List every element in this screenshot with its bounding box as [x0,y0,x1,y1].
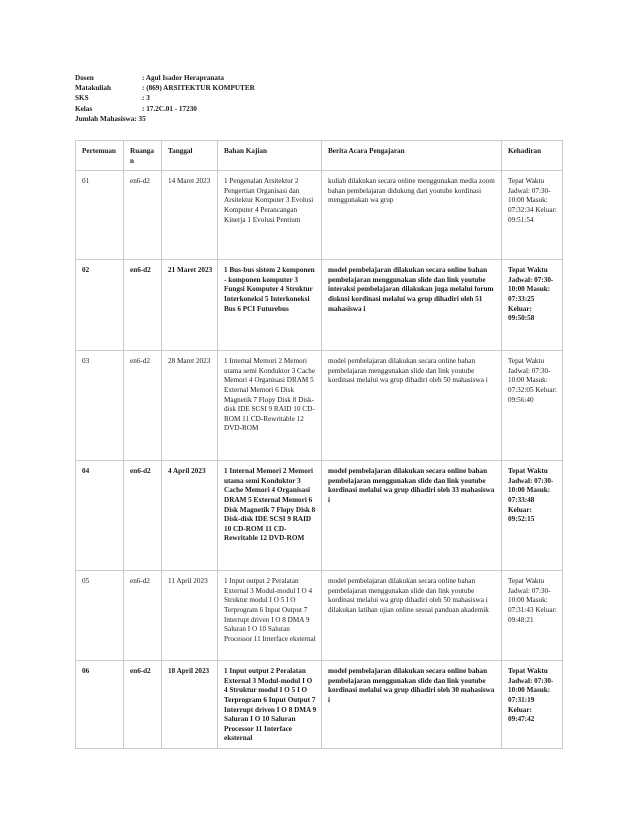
cell-ruangan: en6-d2 [124,260,162,351]
cell-tanggal: 14 Maret 2023 [162,171,218,260]
cell-ruangan: en6-d2 [124,461,162,571]
header-row-jumlah-mahasiswa [75,114,255,124]
cell-ruangan: en6-d2 [124,571,162,661]
header-label: Matakuliah [75,84,111,93]
cell-bahan-kajian: 1 Internal Memori 2 Memori utama semi Konduktor 3 Cache Memori 4 Organisasi DRAM 5 External Memori 6 Disk Magnetik 7 Flopy Disk 8 Disk-disk IDE SCSI 9 RAID 10 CD-ROM 11 CD-Rewritable 12 DVD-ROM [218,461,322,571]
cell-bahan-kajian: 1 Input output 2 Peralatan External 3 Modul-modul I O 4 Struktur modul I O 5 I O Terprogram 6 Input Output 7 Interrupt driven I O 8 DMA 9 Saluran I O 10 Saluran Processor 11 Interface eksternal [218,571,322,661]
cell-pertemuan: 04 [76,461,124,571]
cell-pertemuan: 06 [76,661,124,749]
cell-tanggal: 21 Maret 2023 [162,260,218,351]
column-header-tanggal: Tanggal [162,141,218,171]
header-row-sks [75,93,255,103]
cell-tanggal: 4 April 2023 [162,461,218,571]
table-row [76,661,563,749]
header-value: : Agul Isador Herapranata [142,74,224,82]
table-row [76,260,563,351]
cell-kehadiran: Tepat Waktu Jadwal: 07:30-10:00 Masuk: 07:33:25 Keluar: 09:50:58 [502,260,563,351]
header-value: : 3 [142,94,150,103]
cell-berita-acara: kuliah dilakukan secara online menggunakan media zoom bahan pembelajaran didukung dari youtube kordinasi menggunakan wa grup [322,171,502,260]
cell-kehadiran: Tepat Waktu Jadwal: 07:30-10:00 Masuk: 07:32:34 Keluar: 09:51:54 [502,171,563,260]
column-header-ruangan: Ruangan [124,141,162,171]
attendance-table [75,140,563,749]
cell-berita-acara: model pembelajaran dilakukan secara online bahan pembelajaran menggunakan slide dan link youtube kordinasi melalui wa grup dihadiri oleh 50 mahasiswa i [322,351,502,461]
cell-berita-acara: model pembelajaran dilakukan secara online bahan pembelajaran menggunakan slide dan link youtube kordinasi melalui wa grup dihadiri oleh 50 mahasiswa i dilakukan latihan ujian online sesuai panduan akademik [322,571,502,661]
column-header-pertemuan: Pertemuan [76,141,124,171]
header-value: : 17.2C.01 - 17230 [142,104,197,113]
table-row [76,351,563,461]
cell-bahan-kajian: 1 Pengenalan Arsitektur 2 Pengertian Organisasi dan Arsitektur Komputer 3 Evolusi Komputer 4 Perancangan Kinerja 1 Evolusi Pentium [218,171,322,260]
cell-berita-acara: model pembelajaran dilakukan secara online bahan pembelajaran menggunakan slide dan link youtube kordinasi melalui wa grup dihadiri oleh 33 mahasiswa i [322,461,502,571]
header-row-kelas [75,104,255,114]
cell-tanggal: 18 April 2023 [162,661,218,749]
cell-pertemuan: 02 [76,260,124,351]
cell-bahan-kajian: 1 Input output 2 Peralatan External 3 Modul-modul I O 4 Struktur modul I O 5 I O Terprogram 6 Input Output 7 Interrupt driven I O 8 DMA 9 Saluran I O 10 Saluran Processor 11 Interface eksternal [218,661,322,749]
cell-berita-acara: model pembelajaran dilakukan secara online bahan pembelajaran menggunakan slide dan link youtube kordinasi melalui wa grup dihadiri oleh 30 mahasiswa i [322,661,502,749]
header-label: Dosen [75,74,94,82]
cell-kehadiran: Tepat Waktu Jadwal: 07:30-10:00 Masuk: 07:31:19 Keluar: 09:47:42 [502,661,563,749]
cell-pertemuan: 05 [76,571,124,661]
cell-kehadiran: Tepat Waktu Jadwal: 07:30-10:00 Masuk: 07:33:48 Keluar: 09:52:15 [502,461,563,571]
cell-kehadiran: Tepat Waktu Jadwal: 07:30-10:00 Masuk: 07:31:43 Keluar: 09:48:21 [502,571,563,661]
cell-pertemuan: 01 [76,171,124,260]
course-header [75,73,255,124]
column-header-bahan-kajian: Bahan Kajian [218,141,322,171]
header-row-dosen [75,73,255,83]
column-header-berita-acara: Berita Acara Pengajaran [322,141,502,171]
cell-ruangan: en6-d2 [124,661,162,749]
table-header-row [76,141,563,171]
cell-ruangan: en6-d2 [124,171,162,260]
table-row [76,571,563,661]
header-label: Kelas [75,104,93,113]
header-label: SKS [75,94,89,103]
header-label: Jumlah Mahasiswa [75,114,135,123]
column-header-kehadiran: Kehadiran [502,141,563,171]
cell-ruangan: en6-d2 [124,351,162,461]
cell-pertemuan: 03 [76,351,124,461]
cell-kehadiran: Tepat Waktu Jadwal: 07:30-10:00 Masuk: 07:32:05 Keluar: 09:56:40 [502,351,563,461]
header-value: : (869) ARSITEKTUR KOMPUTER [142,84,255,93]
header-value: : 35 [134,114,146,123]
cell-bahan-kajian: 1 Internal Memori 2 Memori utama semi Konduktor 3 Cache Memori 4 Organisasi DRAM 5 External Memori 6 Disk Magnetik 7 Flopy Disk 8 Disk-disk IDE SCSI 9 RAID 10 CD-ROM 11 CD-Rewritable 12 DVD-ROM [218,351,322,461]
cell-tanggal: 11 April 2023 [162,571,218,661]
cell-bahan-kajian: 1 Bus-bus sistem 2 komponen - komponen komputer 3 Fungsi Komputer 4 Struktur Interkoneksi 5 Interkoneksi Bus 6 PCI Futurebus [218,260,322,351]
cell-berita-acara: model pembelajaran dilakukan secara online bahan pembelajaran menggunakan slide dan link youtube interaksi pembelajaran dilakukan juga melalui forum diskusi kordinasi melalui wa grup dihadiri oleh 51 mahasiswa i [322,260,502,351]
header-row-matakuliah [75,83,255,93]
table-row [76,461,563,571]
cell-tanggal: 28 Maret 2023 [162,351,218,461]
table-row [76,171,563,260]
